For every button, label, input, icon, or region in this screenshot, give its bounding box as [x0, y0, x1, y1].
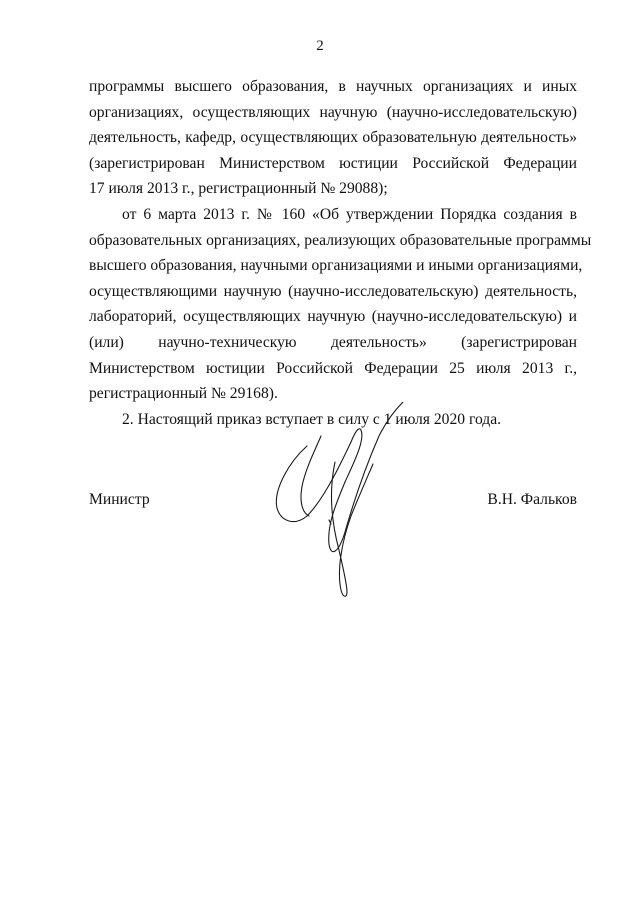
text-line: (или) научно-техническую деятельность» (зарегистрирован	[89, 333, 577, 351]
page-number: 2	[316, 38, 324, 54]
text-line: (зарегистрирован Министерством юстиции Российской Федерации	[89, 154, 577, 172]
paragraph-continuation	[89, 74, 577, 202]
signatory-position: Министр	[89, 491, 150, 508]
text-line: 17 июля 2013 г., регистрационный № 29088);	[89, 180, 388, 198]
text-line: 2. Настоящий приказ вступает в силу с 1 июля 2020 года.	[122, 410, 502, 428]
paragraph-order-160	[89, 202, 592, 407]
signatory-name: В.Н. Фальков	[487, 491, 577, 508]
text-line: организациях, осуществляющих научную (научно-исследовательскую)	[89, 103, 577, 121]
text-line: программы высшего образования, в научных организациях и иных	[89, 78, 577, 95]
text-line: лабораторий, осуществляющих научную (научно-исследовательскую) и	[89, 308, 577, 326]
text-line: осуществляющими научную (научно-исследовательскую) деятельность,	[89, 282, 577, 300]
text-line: образовательных организациях, реализующих образовательные программы	[89, 231, 592, 249]
text-line: Министерством юстиции Российской Федерации 25 июля 2013 г.,	[89, 359, 577, 377]
text-line: от 6 марта 2013 г. № 160 «Об утверждении Порядка создания в	[122, 205, 577, 223]
handwritten-signature	[255, 402, 415, 602]
text-line: деятельность, кафедр, осуществляющих образовательную деятельность»	[89, 129, 577, 147]
text-line: регистрационный № 29168).	[89, 385, 278, 403]
text-line: высшего образования, научными организациями и иными организациями,	[89, 257, 583, 275]
document-body	[89, 74, 592, 432]
